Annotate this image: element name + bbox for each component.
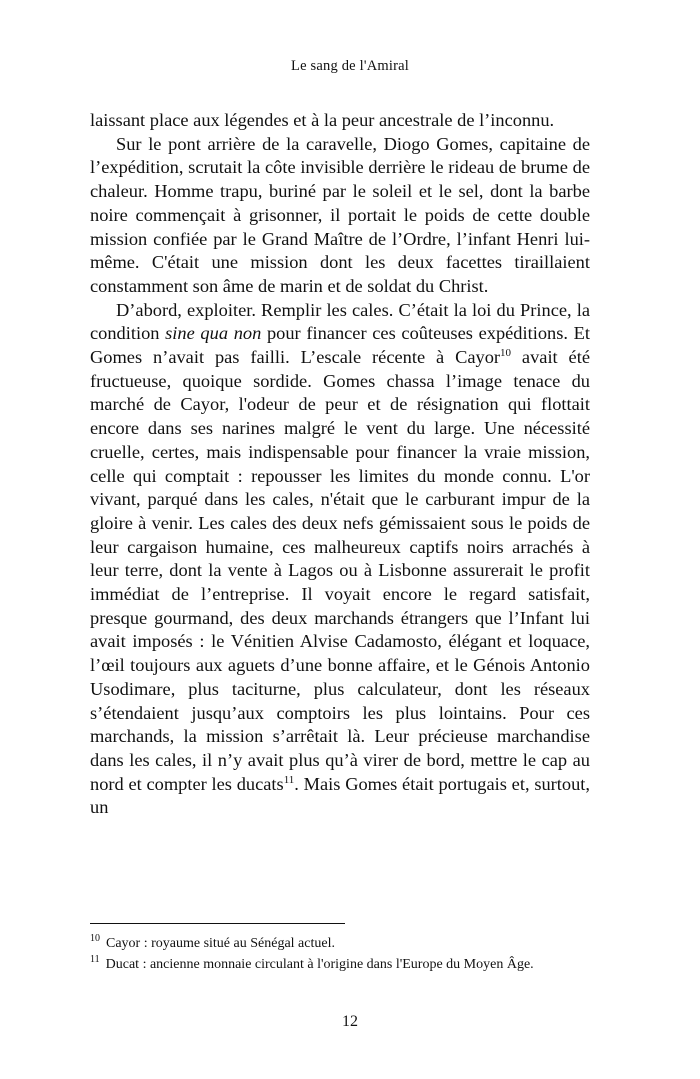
footnote-number: 10 — [90, 933, 100, 944]
footnote-text: Ducat : ancienne monnaie circulant à l'origine dans l'Europe du Moyen Âge. — [105, 957, 534, 972]
paragraph-3-text-d: . Mais Gomes était portugais et, surtout, un — [90, 773, 590, 818]
paragraph-3-text-a: D’abord, exploiter. Remplir les cales. C’était la loi du Prince, la condition — [90, 299, 590, 344]
footnote-11 — [90, 954, 590, 975]
paragraph-3-text-c: avait été fructueuse, quoique sordide. Gomes chassa l’image tenace du marché de Cayor, l'odeur de peur et de résignation qui flottait encore dans ses narines malgré le vent du large. Une nécessité cruelle, certes, mais indispensable pour financer la vraie mission, celle qui comptait : repousser les limites du monde connu. L'or vivant, parqué dans les cales, n'était que le carburant impur de la gloire à venir. Les cales des deux nefs gémissaient sous le poids de leur cargaison humaine, ces malheureux captifs noirs arrachés à leur terre, dont la vente à Lagos ou à Lisbonne assurerait le profit immédiat de l’entreprise. Il voyait encore le regard satisfait, presque gourmand, des deux marchands étrangers que l’Infant lui avait imposés : le Vénitien Alvise Cadamosto, élégant et loquace, l’œil toujours aux aguets d’une bonne affaire, et le Génois Antonio Usodimare, plus taciturne, plus calculateur, dont les réseaux s’étendaient jusqu’aux comptoirs les plus lointains. Pour ces marchands, la mission s’arrêtait là. Leur précieuse marchandise dans les cales, il n’y avait plus qu’à virer de bord, mettre le cap au nord et compter les ducats — [90, 347, 590, 794]
page-number: 12 — [342, 1013, 358, 1030]
paragraph-3-text-b: pour financer ces coûteuses expéditions. Et Gomes n’avait pas failli. L’escale récente à Cayor — [90, 323, 590, 368]
paragraph-3 — [90, 299, 590, 820]
body-text — [90, 109, 590, 820]
footnote-ref-11: 11 — [283, 773, 295, 786]
running-header: Le sang de l'Amiral — [291, 58, 409, 74]
paragraph-1: laissant place aux légendes et à la peur ancestrale de l’inconnu. — [90, 110, 555, 130]
footnote-ref-10: 10 — [500, 347, 512, 360]
latin-phrase: sine qua non — [165, 323, 262, 344]
footnote-10 — [90, 933, 590, 954]
footnotes — [90, 933, 590, 975]
footnote-text: Cayor : royaume situé au Sénégal actuel. — [106, 936, 335, 951]
footnote-number: 11 — [90, 954, 100, 965]
footnote-separator — [90, 923, 345, 924]
paragraph-2: Sur le pont arrière de la caravelle, Diogo Gomes, capitaine de l’expédition, scrutait la côte invisible derrière le rideau de brume de chaleur. Homme trapu, buriné par le soleil et le sel, dont la barbe noire commençait à grisonner, il portait le poids de cette double mission confiée par le Grand Maître de l’Ordre, l’infant Henri lui-même. C'était une mission dont les deux facettes tiraillaient constamment son âme de marin et de soldat du Christ. — [90, 133, 590, 296]
